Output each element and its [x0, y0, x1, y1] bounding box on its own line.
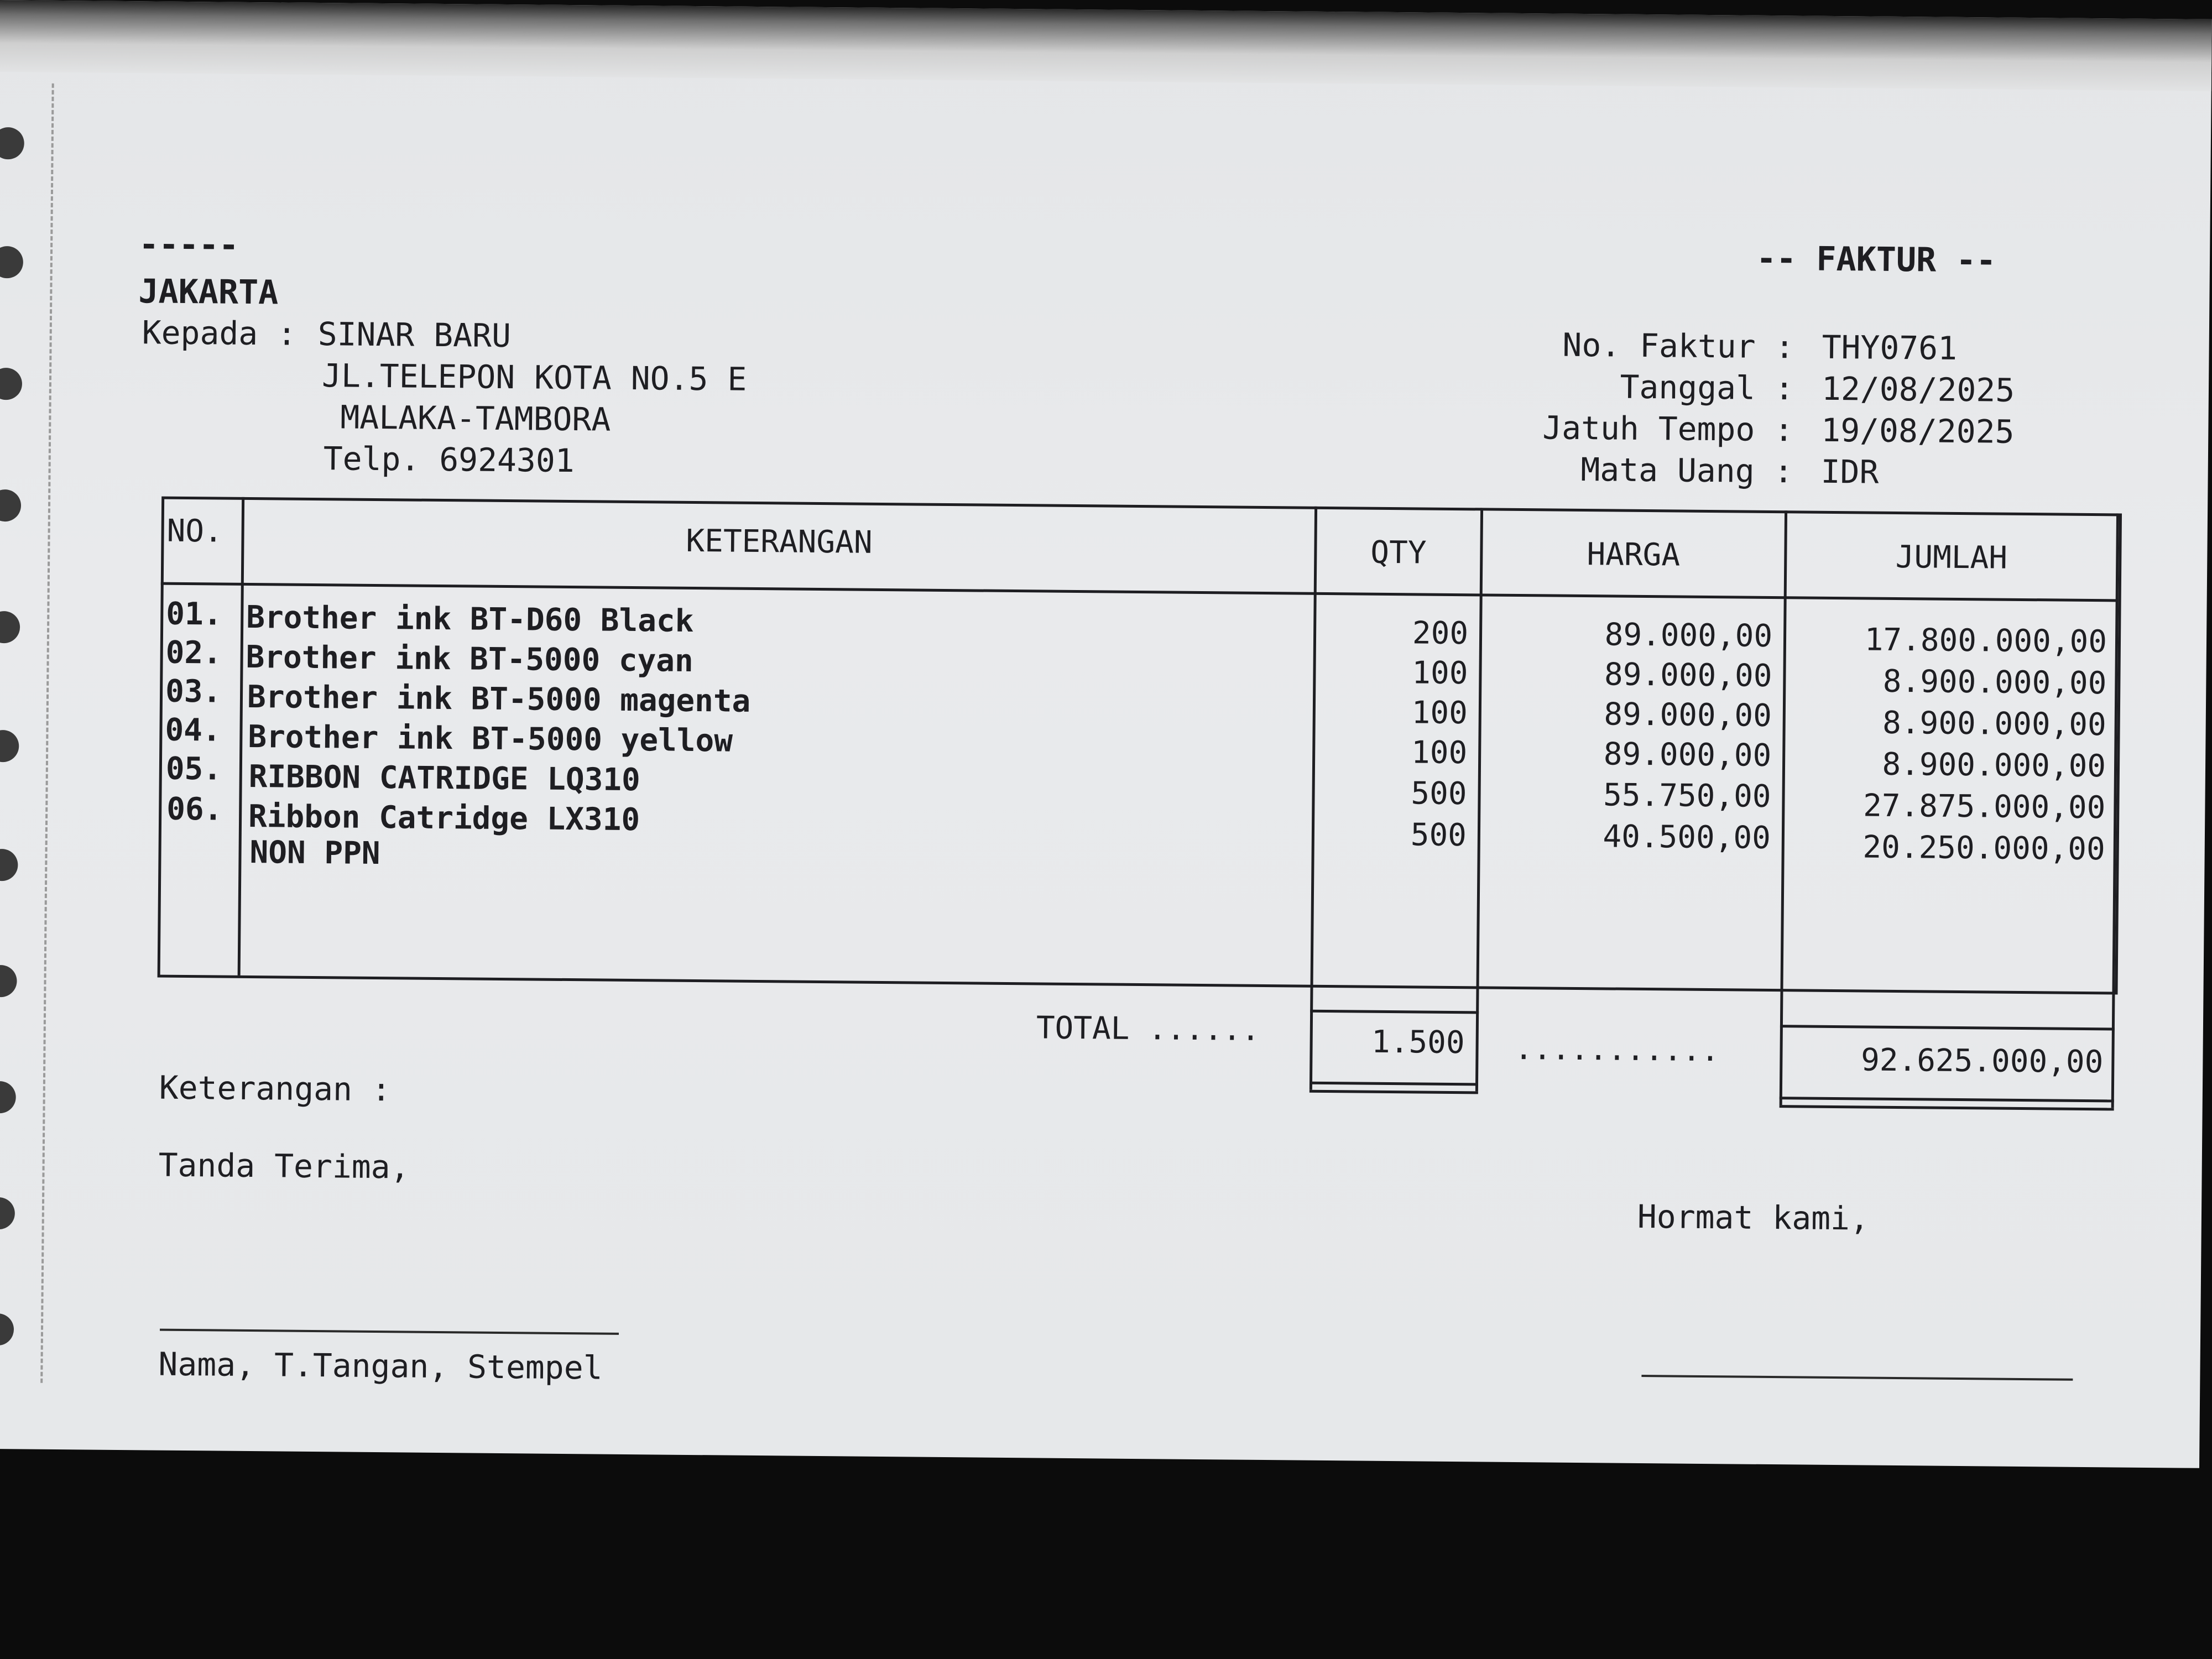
recipient-address-2: MALAKA-TAMBORA: [340, 398, 611, 439]
total-qty: 1.500: [1371, 1024, 1465, 1061]
total-qty-underline-double: [1310, 1090, 1478, 1094]
row-amount: 17.800.000,00: [1864, 622, 2107, 660]
row-no: 06.: [166, 791, 223, 828]
tractor-hole: [0, 246, 23, 279]
meta-value-due-date: 19/08/2025: [1821, 411, 2015, 451]
row-description: Brother ink BT-D60 Black: [246, 599, 694, 639]
tractor-hole: [0, 489, 21, 522]
signature-caption: Nama, T.Tangan, Stempel: [158, 1345, 603, 1387]
remarks-label: Keterangan :: [159, 1068, 392, 1109]
row-description: Brother ink BT-5000 yellow: [248, 718, 733, 759]
tractor-hole: [0, 1313, 14, 1346]
total-amount-underline: [1780, 1097, 2114, 1102]
row-amount: 27.875.000,00: [1863, 787, 2106, 826]
row-description: RIBBON CATRIDGE LQ310: [248, 758, 641, 799]
row-price: 40.500,00: [1603, 818, 1771, 856]
tax-note: NON PPN: [249, 834, 380, 872]
meta-label-date: Tanggal: [1620, 368, 1756, 407]
header-qty: QTY: [1370, 534, 1427, 571]
meta-sep: :: [1775, 328, 1794, 366]
tractor-hole: [0, 127, 24, 160]
tractor-hole: [0, 730, 19, 763]
company-divider: -----: [138, 225, 239, 265]
row-amount: 20.250.000,00: [1863, 829, 2106, 868]
recipient-name: SINAR BARU: [317, 315, 512, 355]
row-price: 89.000,00: [1603, 736, 1772, 774]
meta-label-due-date: Jatuh Tempo: [1542, 409, 1755, 448]
row-no: 03.: [165, 673, 222, 710]
row-price: 89.000,00: [1604, 617, 1773, 655]
total-dots: ...........: [1514, 1030, 1720, 1069]
meta-value-currency: IDR: [1820, 452, 1879, 491]
total-amount-underline-double: [1780, 1105, 2114, 1110]
recipient-label: Kepada :: [142, 314, 297, 353]
row-amount: 8.900.000,00: [1882, 663, 2107, 702]
header-price: HARGA: [1587, 536, 1681, 573]
meta-sep: :: [1774, 369, 1794, 408]
total-qty-underline: [1310, 1082, 1478, 1086]
recipient-address-1: JL.TELEPON KOTA NO.5 E: [321, 357, 747, 398]
row-qty: 100: [1412, 655, 1468, 692]
row-no: 04.: [165, 712, 221, 749]
row-qty: 200: [1412, 615, 1469, 652]
meta-label-currency: Mata Uang: [1580, 450, 1755, 490]
tractor-hole: [0, 1197, 15, 1230]
row-no: 02.: [165, 634, 222, 671]
sender-signature-line: [1641, 1375, 2073, 1381]
row-qty: 500: [1411, 775, 1467, 812]
row-no: 05.: [165, 750, 222, 787]
row-amount: 8.900.000,00: [1882, 705, 2106, 743]
header-no: NO.: [166, 513, 223, 550]
row-description: Brother ink BT-5000 cyan: [246, 639, 694, 679]
total-qty-box-top: [1310, 1010, 1479, 1014]
meta-label-invoice-no: No. Faktur: [1562, 326, 1756, 366]
regards-label: Hormat kami,: [1637, 1197, 1870, 1238]
row-price: 55.750,00: [1603, 777, 1771, 815]
document-title: -- FAKTUR --: [1756, 239, 1996, 280]
tractor-hole: [0, 611, 20, 644]
tractor-hole: [0, 368, 22, 400]
tractor-perforation: [40, 84, 54, 1383]
meta-sep: :: [1774, 411, 1794, 449]
company-city: JAKARTA: [138, 272, 279, 312]
tractor-hole: [0, 965, 17, 998]
receiver-signature-line: [160, 1329, 619, 1335]
header-amount: JUMLAH: [1895, 539, 2008, 576]
total-label: TOTAL ......: [1036, 1010, 1260, 1048]
total-amount-box-top: [1780, 1025, 2115, 1030]
paper-top-edge: [0, 0, 2212, 91]
meta-value-invoice-no: THY0761: [1822, 328, 1958, 367]
tractor-hole: [0, 849, 18, 881]
recipient-phone: Telp. 6924301: [323, 440, 575, 480]
row-qty: 500: [1410, 817, 1467, 854]
row-description: Ribbon Catridge LX310: [248, 798, 640, 838]
receipt-label: Tanda Terima,: [158, 1146, 410, 1186]
total-amount: 92.625.000,00: [1860, 1042, 2104, 1081]
tractor-hole: [0, 1081, 16, 1114]
row-no: 01.: [166, 596, 222, 633]
row-qty: 100: [1411, 734, 1468, 771]
row-qty: 100: [1411, 695, 1468, 732]
row-price: 89.000,00: [1604, 656, 1772, 695]
meta-sep: :: [1773, 452, 1793, 491]
row-amount: 8.900.000,00: [1882, 746, 2106, 785]
row-description: Brother ink BT-5000 magenta: [247, 679, 751, 719]
meta-value-date: 12/08/2025: [1821, 369, 2015, 409]
header-description: KETERANGAN: [686, 523, 873, 561]
row-price: 89.000,00: [1604, 696, 1772, 734]
